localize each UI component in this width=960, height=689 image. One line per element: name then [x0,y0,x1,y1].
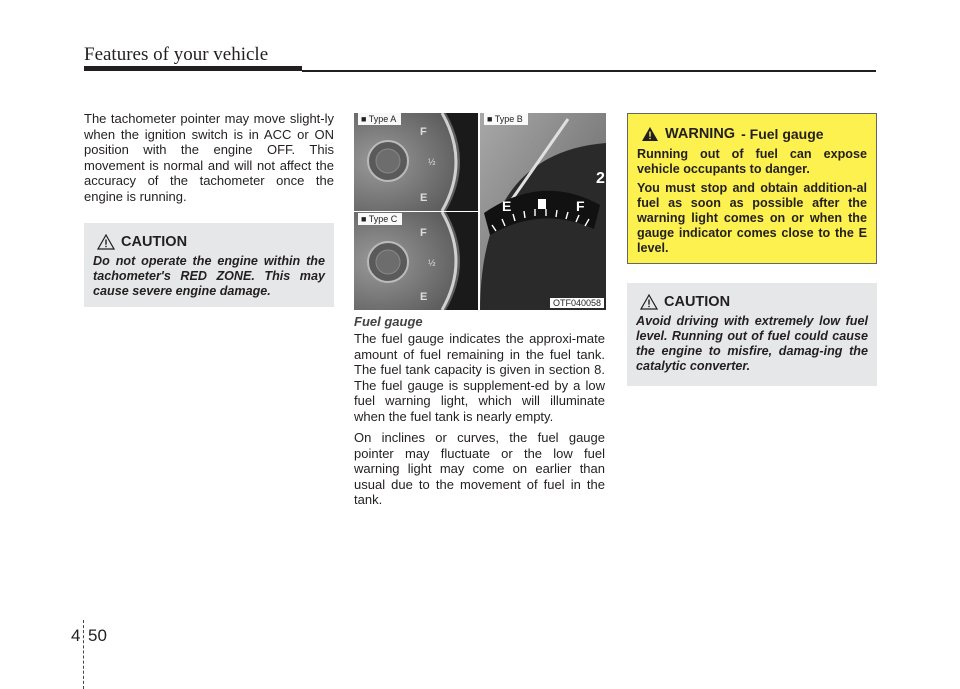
fuel-gauge-paragraph-1: The fuel gauge indicates the approxi-mate amount of fuel remaining in the fuel tank. The fuel tank capacity is given in section 8. The fuel gauge is supplement-ed by a low fuel warning light, which will illuminate when the fuel tank is nearly empty. [354,331,605,424]
fuel-gauge-figure [354,113,606,310]
caution-body-right: Avoid driving with extremely low fuel level. Running out of fuel could cause the engine to misfire, damag-ing the catalytic converter. [636,314,868,373]
fuel-gauge-c-image [354,212,478,310]
figure-label-type-b: ■ Type B [484,113,528,125]
gauge-b-empty-letter: E [502,198,512,214]
page-header-title: Features of your vehicle [84,44,269,65]
gauge-panel-type-a [354,113,478,211]
gauge-b-full-letter: F [576,198,585,214]
gauge-c-half-mark: ½ [428,258,436,268]
tachometer-text: The tachometer pointer may move slight-ly when the ignition switch is in ACC or ON position with the engine OFF. This movement is normal and will not affect the accuracy of the tachometer once the engine is running. [84,111,334,204]
gauge-c-full-letter: F [420,227,427,239]
gauge-a-full-letter: F [420,126,427,138]
warning-triangle-icon [641,126,659,142]
gauge-panel-type-b [480,113,606,310]
section-number: 4 [71,626,81,645]
warning-subtitle: - Fuel gauge [741,126,824,142]
warning-triangle-icon [97,234,115,250]
figure-label-type-a: ■ Type A [358,113,401,125]
speedometer-digit: 2 [596,170,605,187]
warning-box-fuel-gauge [627,113,877,264]
fuel-gauge-paragraph-2: On inclines or curves, the fuel gauge pointer may fluctuate or the low fuel warning light may come on earlier than usual due to the movement of fuel in the tank. [354,430,605,507]
header-rule-thin [302,70,876,72]
page-number: 50 [88,626,107,645]
fuel-gauge-b-image [480,113,606,310]
gauge-a-empty-letter: E [420,192,428,204]
warning-paragraph-1: Running out of fuel can expose vehicle occupants to danger. [637,147,867,176]
fuel-gauge-text [354,331,605,514]
figure-code: OTF040058 [550,298,604,308]
caution-title-right: CAUTION [664,294,731,310]
fuel-gauge-a-image [354,113,478,211]
tachometer-paragraph [84,111,334,210]
caution-box-fuel-level [627,283,877,386]
caution-header-right [636,294,868,310]
caution-body: Do not operate the engine within the tachometer's RED ZONE. This may cause severe engine damage. [93,254,325,298]
fuel-pump-icon [538,199,546,209]
footer-divider [83,620,85,689]
header-rule-thick [84,66,302,71]
warning-title: WARNING [665,126,736,142]
gauge-a-half-mark: ½ [428,157,436,167]
caution-header [93,234,325,250]
caution-box-tachometer [84,223,334,307]
warning-paragraph-2: You must stop and obtain addition-al fuel as soon as possible after the warning light comes on or when the gauge indicator comes close to the E level. [637,181,867,255]
gauge-c-empty-letter: E [420,291,428,303]
warning-triangle-icon [640,294,658,310]
figure-label-type-c: ■ Type C [358,213,402,225]
warning-header [637,126,867,142]
caution-title: CAUTION [121,234,188,250]
gauge-panel-type-c [354,212,478,310]
fuel-gauge-heading: Fuel gauge [354,314,423,329]
